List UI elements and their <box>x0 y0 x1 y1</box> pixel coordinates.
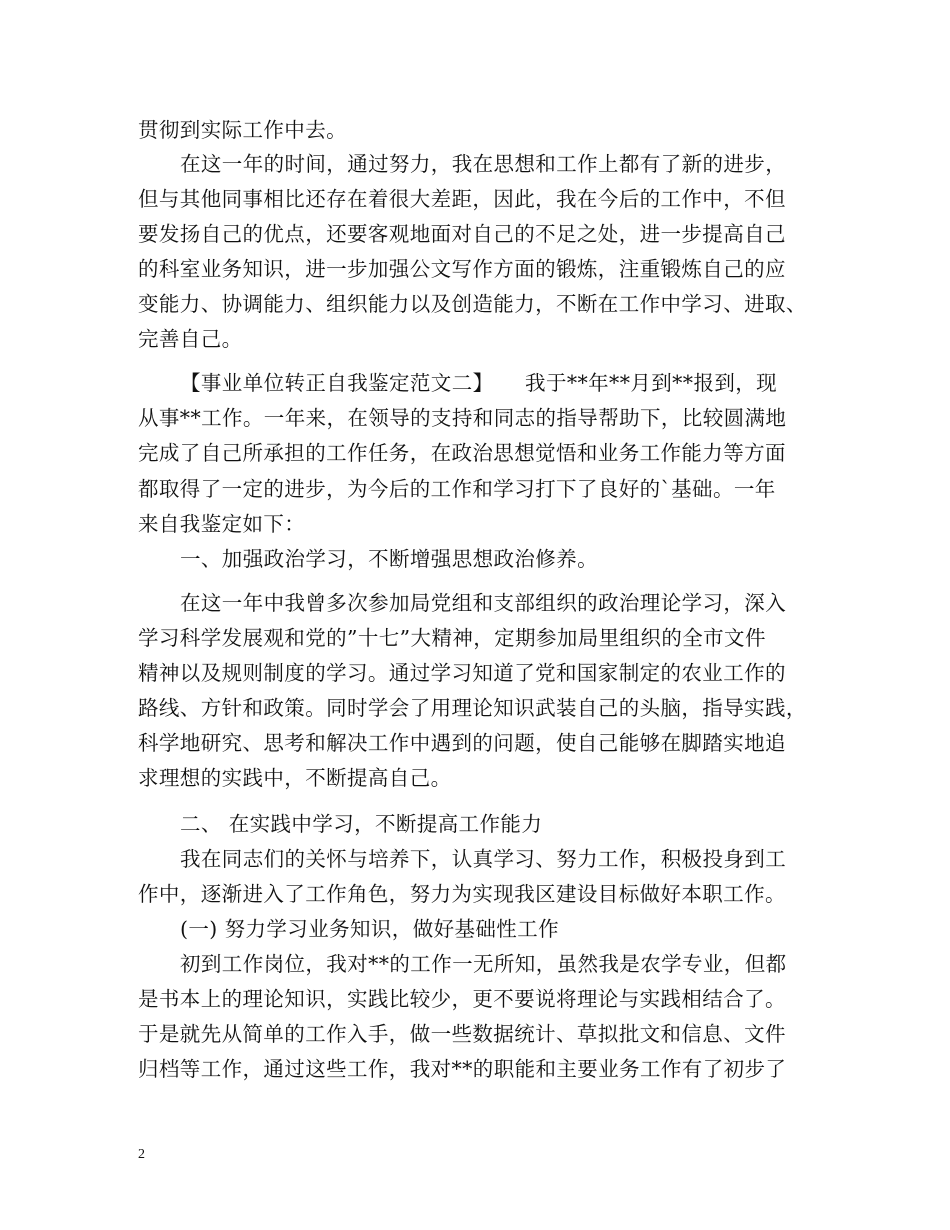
text-line: 归档等工作，通过这些工作，我对**的职能和主要业务工作有了初步了 <box>138 1057 787 1081</box>
text-line: 完成了自己所承担的工作任务，在政治思想觉悟和业务工作能力等方面 <box>138 441 786 465</box>
text-line: 求理想的实践中，不断提高自己。 <box>138 766 452 790</box>
subheading-line: 一、加强政治学习，不断增强思想政治修养。 <box>180 547 598 571</box>
text-line: 在这一年的时间，通过努力，我在思想和工作上都有了新的进步， <box>180 152 787 176</box>
text-line: 科学地研究、思考和解决工作中遇到的问题，使自己能够在脚踏实地追 <box>138 731 786 755</box>
text-line: 作中，逐渐进入了工作角色，努力为实现我区建设目标做好本职工作。 <box>138 882 786 906</box>
text-line: 精神以及规则制度的学习。通过学习知道了党和国家制定的农业工作的 <box>138 661 786 685</box>
text-line: 要发扬自己的优点，还要客观地面对自己的不足之处，进一步提高自己 <box>138 222 786 246</box>
text-line: 都取得了一定的进步，为今后的工作和学习打下了良好的`基础。一年 <box>138 477 776 501</box>
text-line: 在这一年中我曾多次参加局党组和支部组织的政治理论学习，深入 <box>180 591 787 615</box>
subheading-line: 二、 在实践中学习，不断提高工作能力 <box>180 812 543 836</box>
text-line: 完善自己。 <box>138 327 243 351</box>
text-line: 初到工作岗位，我对**的工作一无所知，虽然我是农学专业，但都 <box>180 952 787 976</box>
text-line: 学习科学发展观和党的”十七”大精神，定期参加局里组织的全市文件 <box>138 626 766 650</box>
text-line: 来自我鉴定如下： <box>138 512 306 536</box>
text-line: 变能力、协调能力、组织能力以及创造能力，不断在工作中学习、进取、 <box>138 292 807 316</box>
text-line: 的科室业务知识，进一步加强公文写作方面的锻炼，注重锻炼自己的应 <box>138 257 786 281</box>
text-line: 路线、方针和政策。同时学会了用理论知识武装自己的头脑，指导实践， <box>138 696 807 720</box>
text-line: 贯彻到实际工作中去。 <box>138 118 347 142</box>
section-heading-line: 【事业单位转正自我鉴定范文二】 我于**年**月到**报到，现 <box>180 371 778 395</box>
text-line: 从事**工作。一年来，在领导的支持和同志的指导帮助下，比较圆满地 <box>138 406 787 430</box>
text-line: 于是就先从简单的工作入手，做一些数据统计、草拟批文和信息、文件 <box>138 1022 786 1046</box>
page-number: 2 <box>138 1147 145 1162</box>
text-line: 是书本上的理论知识，实践比较少，更不要说将理论与实践相结合了。 <box>138 987 786 1011</box>
text-line: 但与其他同事相比还存在着很大差距，因此，我在今后的工作中，不但 <box>138 187 786 211</box>
text-line: 我在同志们的关怀与培养下，认真学习、努力工作，积极投身到工 <box>180 847 787 871</box>
subheading-line: (一) 努力学习业务知识，做好基础性工作 <box>180 917 560 941</box>
